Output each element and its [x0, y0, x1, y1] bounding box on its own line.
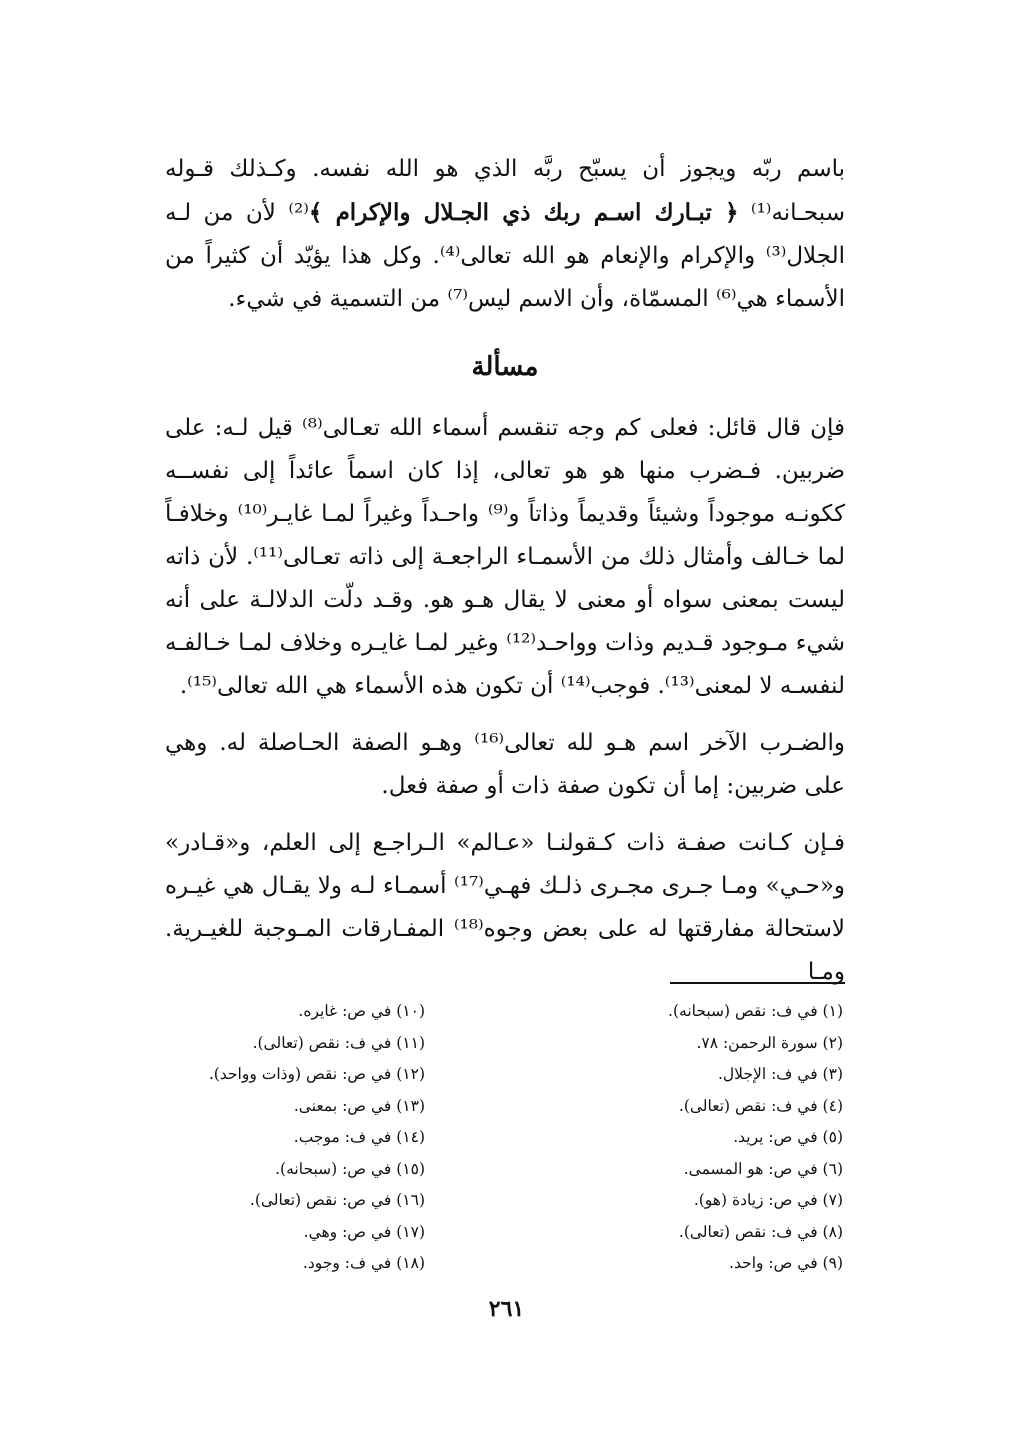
footnote: (١) في ف: نقص (سبحانه).	[668, 1002, 843, 1020]
section-heading: مسألة	[471, 352, 539, 382]
footnote: (٩) في ص: واحد.	[729, 1254, 843, 1272]
footnote: (١٤) في ف: موجب.	[293, 1128, 425, 1146]
paragraph-text: ⁽²⁾ لأن من لـه الجلال⁽³⁾ والإكرام والإنعام هو الله تعالى⁽⁴⁾. وكل هذا يؤيّد أن كثيراً من الأسماء هي⁽⁶⁾ المسمّاة، وأن الاسم ليس⁽⁷⁾ من التسمية في شيء.	[165, 200, 846, 312]
footnotes-column-right	[520, 996, 843, 1280]
opening-paragraph	[165, 148, 845, 321]
paragraph-text: باسم ربّه ويجوز أن يسبّح ربَّه الذي هو الله نفسه. وكـذلك قـوله سبحـانه⁽¹⁾	[165, 156, 845, 226]
footnote: (٢) سورة الرحمن: ٧٨.	[696, 1033, 843, 1052]
footnote: (٧) في ص: زيادة (هو).	[693, 1191, 843, 1209]
footnote: (١٠) في ص: غايره.	[298, 1002, 425, 1020]
section-paragraph: والضـرب الآخر اسم هـو لله تعالى⁽¹⁶⁾ وهـو الصفة الحـاصلة له. وهي على ضربين: إما أن تكون صفة ذات أو صفة فعل.	[165, 730, 845, 799]
footnote: (٤) في ف: نقص (تعالى).	[678, 1096, 843, 1115]
footnote: (١٢) في ص: نقص (وذات وواحد).	[208, 1065, 425, 1083]
page-number: ٢٦١	[488, 1296, 525, 1322]
footnote: (٦) في ص: هو المسمى.	[683, 1159, 843, 1178]
footnotes-column-left	[150, 996, 425, 1280]
footnote-divider	[670, 982, 845, 984]
footnote: (٣) في ف: الإجلال.	[717, 1065, 843, 1083]
footnote: (١٣) في ص: بمعنى.	[293, 1096, 425, 1115]
footnote: (١٨) في ف: وجود.	[302, 1254, 425, 1272]
main-text	[165, 148, 845, 994]
footnote: (١٧) في ص: وهي.	[303, 1222, 425, 1241]
footnote: (١٥) في ص: (سبحانه).	[275, 1159, 425, 1178]
footnote: (١١) في ف: نقص (تعالى).	[252, 1033, 425, 1052]
section-paragraph: فإن قال قائل: فعلى كم وجه تنقسم أسماء الله تعـالى⁽⁸⁾ قيل لـه: على ضربين. فـضرب منها هو هو تعالى، إذا كان اسماً عائداً إلى نفســه ككونـه موجوداً وشيئاً وقديماً وذاتاً و⁽⁹⁾ واحـداً وغيراً لمـا غايـر⁽¹⁰⁾ وخلافـاً لما خـالف وأمثال ذلك من الأسمـاء الراجعـة إلى ذاته تعـالى⁽¹¹⁾. لأن ذاته ليست بمعنى سواه أو معنى لا يقال هـو هو. وقـد دلّت الدلالـة على أنه شيء مـوجود قـديم وذات وواحـد⁽¹²⁾ وغير لمـا غايـره وخلاف لمـا خـالفـه لنفسـه لا لمعنى⁽¹³⁾. فوجب⁽¹⁴⁾ أن تكون هذه الأسماء هي الله تعالى⁽¹⁵⁾.	[165, 415, 846, 699]
section-paragraph: فـإن كـانت صفـة ذات كـقولنـا «عـالم» الـراجـع إلى العلم، و«قـادر» و«حـي» ومـا جـرى مجـرى ذلـك فهـي⁽¹⁷⁾ أسمـاء لـه ولا يقـال هي غيـره لاستحالة مفارقتها له على بعض وجوه⁽¹⁸⁾ المفـارقات المـوجبة للغيـرية. ومـا	[165, 830, 846, 985]
quran-verse: ﴿ تبـارك اسـم ربك ذي الجـلال والإكرام ﴾	[308, 199, 739, 226]
footnote: (٨) في ف: نقص (تعالى).	[678, 1222, 843, 1241]
footnote: (١٦) في ص: نقص (تعالى).	[249, 1191, 425, 1209]
footnote: (٥) في ص: يريد.	[733, 1128, 843, 1146]
